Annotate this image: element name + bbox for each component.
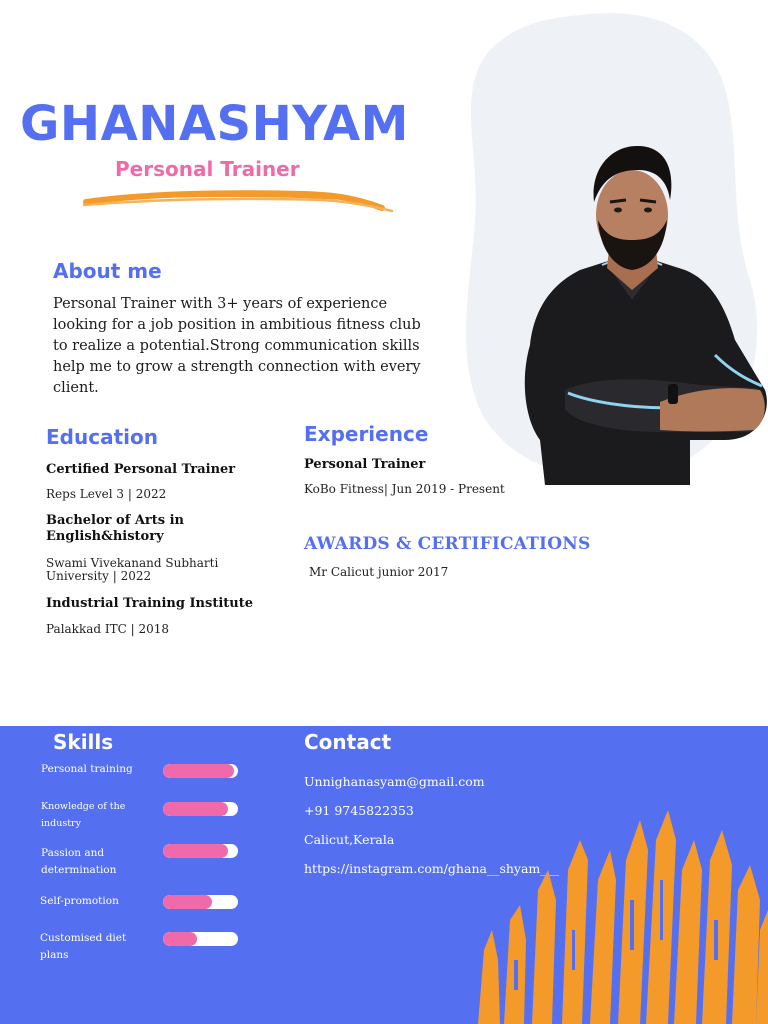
- person-name: GHANASHYAM: [20, 96, 409, 152]
- profile-photo: [510, 140, 768, 485]
- education-heading: Education: [46, 425, 158, 449]
- education-item-title: Certified Personal Trainer: [46, 462, 236, 477]
- contact-heading: Contact: [304, 730, 392, 754]
- about-text: Personal Trainer with 3+ years of experience looking for a job position in ambitious fitness club to realize a potential.Strong communication skills help me to grow a strength connection with every client.: [53, 296, 421, 396]
- contact-location: Calicut,Kerala: [304, 832, 395, 847]
- skill-label: Customised diet plans: [40, 932, 127, 961]
- skill-bar-fill: [163, 932, 197, 946]
- skill-label: Self-promotion: [40, 895, 119, 907]
- contact-instagram-link[interactable]: https://instagram.com/ghana__shyam___: [304, 861, 560, 876]
- experience-item-title: Personal Trainer: [304, 457, 426, 472]
- brush-underline: [82, 186, 394, 216]
- about-heading: About me: [53, 259, 162, 283]
- orange-paint-splash: [470, 810, 768, 1024]
- contact-email[interactable]: Unnighanasyam@gmail.com: [304, 774, 485, 789]
- skills-heading: Skills: [53, 730, 114, 754]
- education-item-title: Bachelor of Arts in English&history: [46, 513, 184, 544]
- education-item-detail: Reps Level 3 | 2022: [46, 487, 167, 501]
- job-title: Personal Trainer: [115, 157, 300, 181]
- skill-label: Knowledge of the industry: [41, 801, 126, 829]
- experience-heading: Experience: [304, 422, 429, 446]
- skill-bar: [163, 802, 238, 816]
- skill-label: Passion and determination: [41, 847, 117, 876]
- skill-bar: [163, 932, 238, 946]
- awards-heading: AWARDS & CERTIFICATIONS: [304, 534, 591, 554]
- award-item: Mr Calicut junior 2017: [309, 565, 449, 579]
- skill-bar-fill: [163, 802, 228, 816]
- education-item-title: Industrial Training Institute: [46, 596, 253, 611]
- skill-bar-fill: [163, 895, 212, 909]
- education-item-detail: Swami Vivekanand Subharti University | 2022: [46, 556, 219, 583]
- education-item-detail: Palakkad ITC | 2018: [46, 622, 170, 636]
- skill-bar: [163, 844, 238, 858]
- footer-panel: [0, 726, 768, 1024]
- experience-item-detail: KoBo Fitness| Jun 2019 - Present: [304, 482, 505, 496]
- skill-bar: [163, 895, 238, 909]
- contact-phone[interactable]: +91 9745822353: [304, 803, 414, 818]
- skill-bar: [163, 764, 238, 778]
- skill-bar-fill: [163, 844, 228, 858]
- skill-label: Personal training: [41, 763, 133, 775]
- skill-bar-fill: [163, 764, 234, 778]
